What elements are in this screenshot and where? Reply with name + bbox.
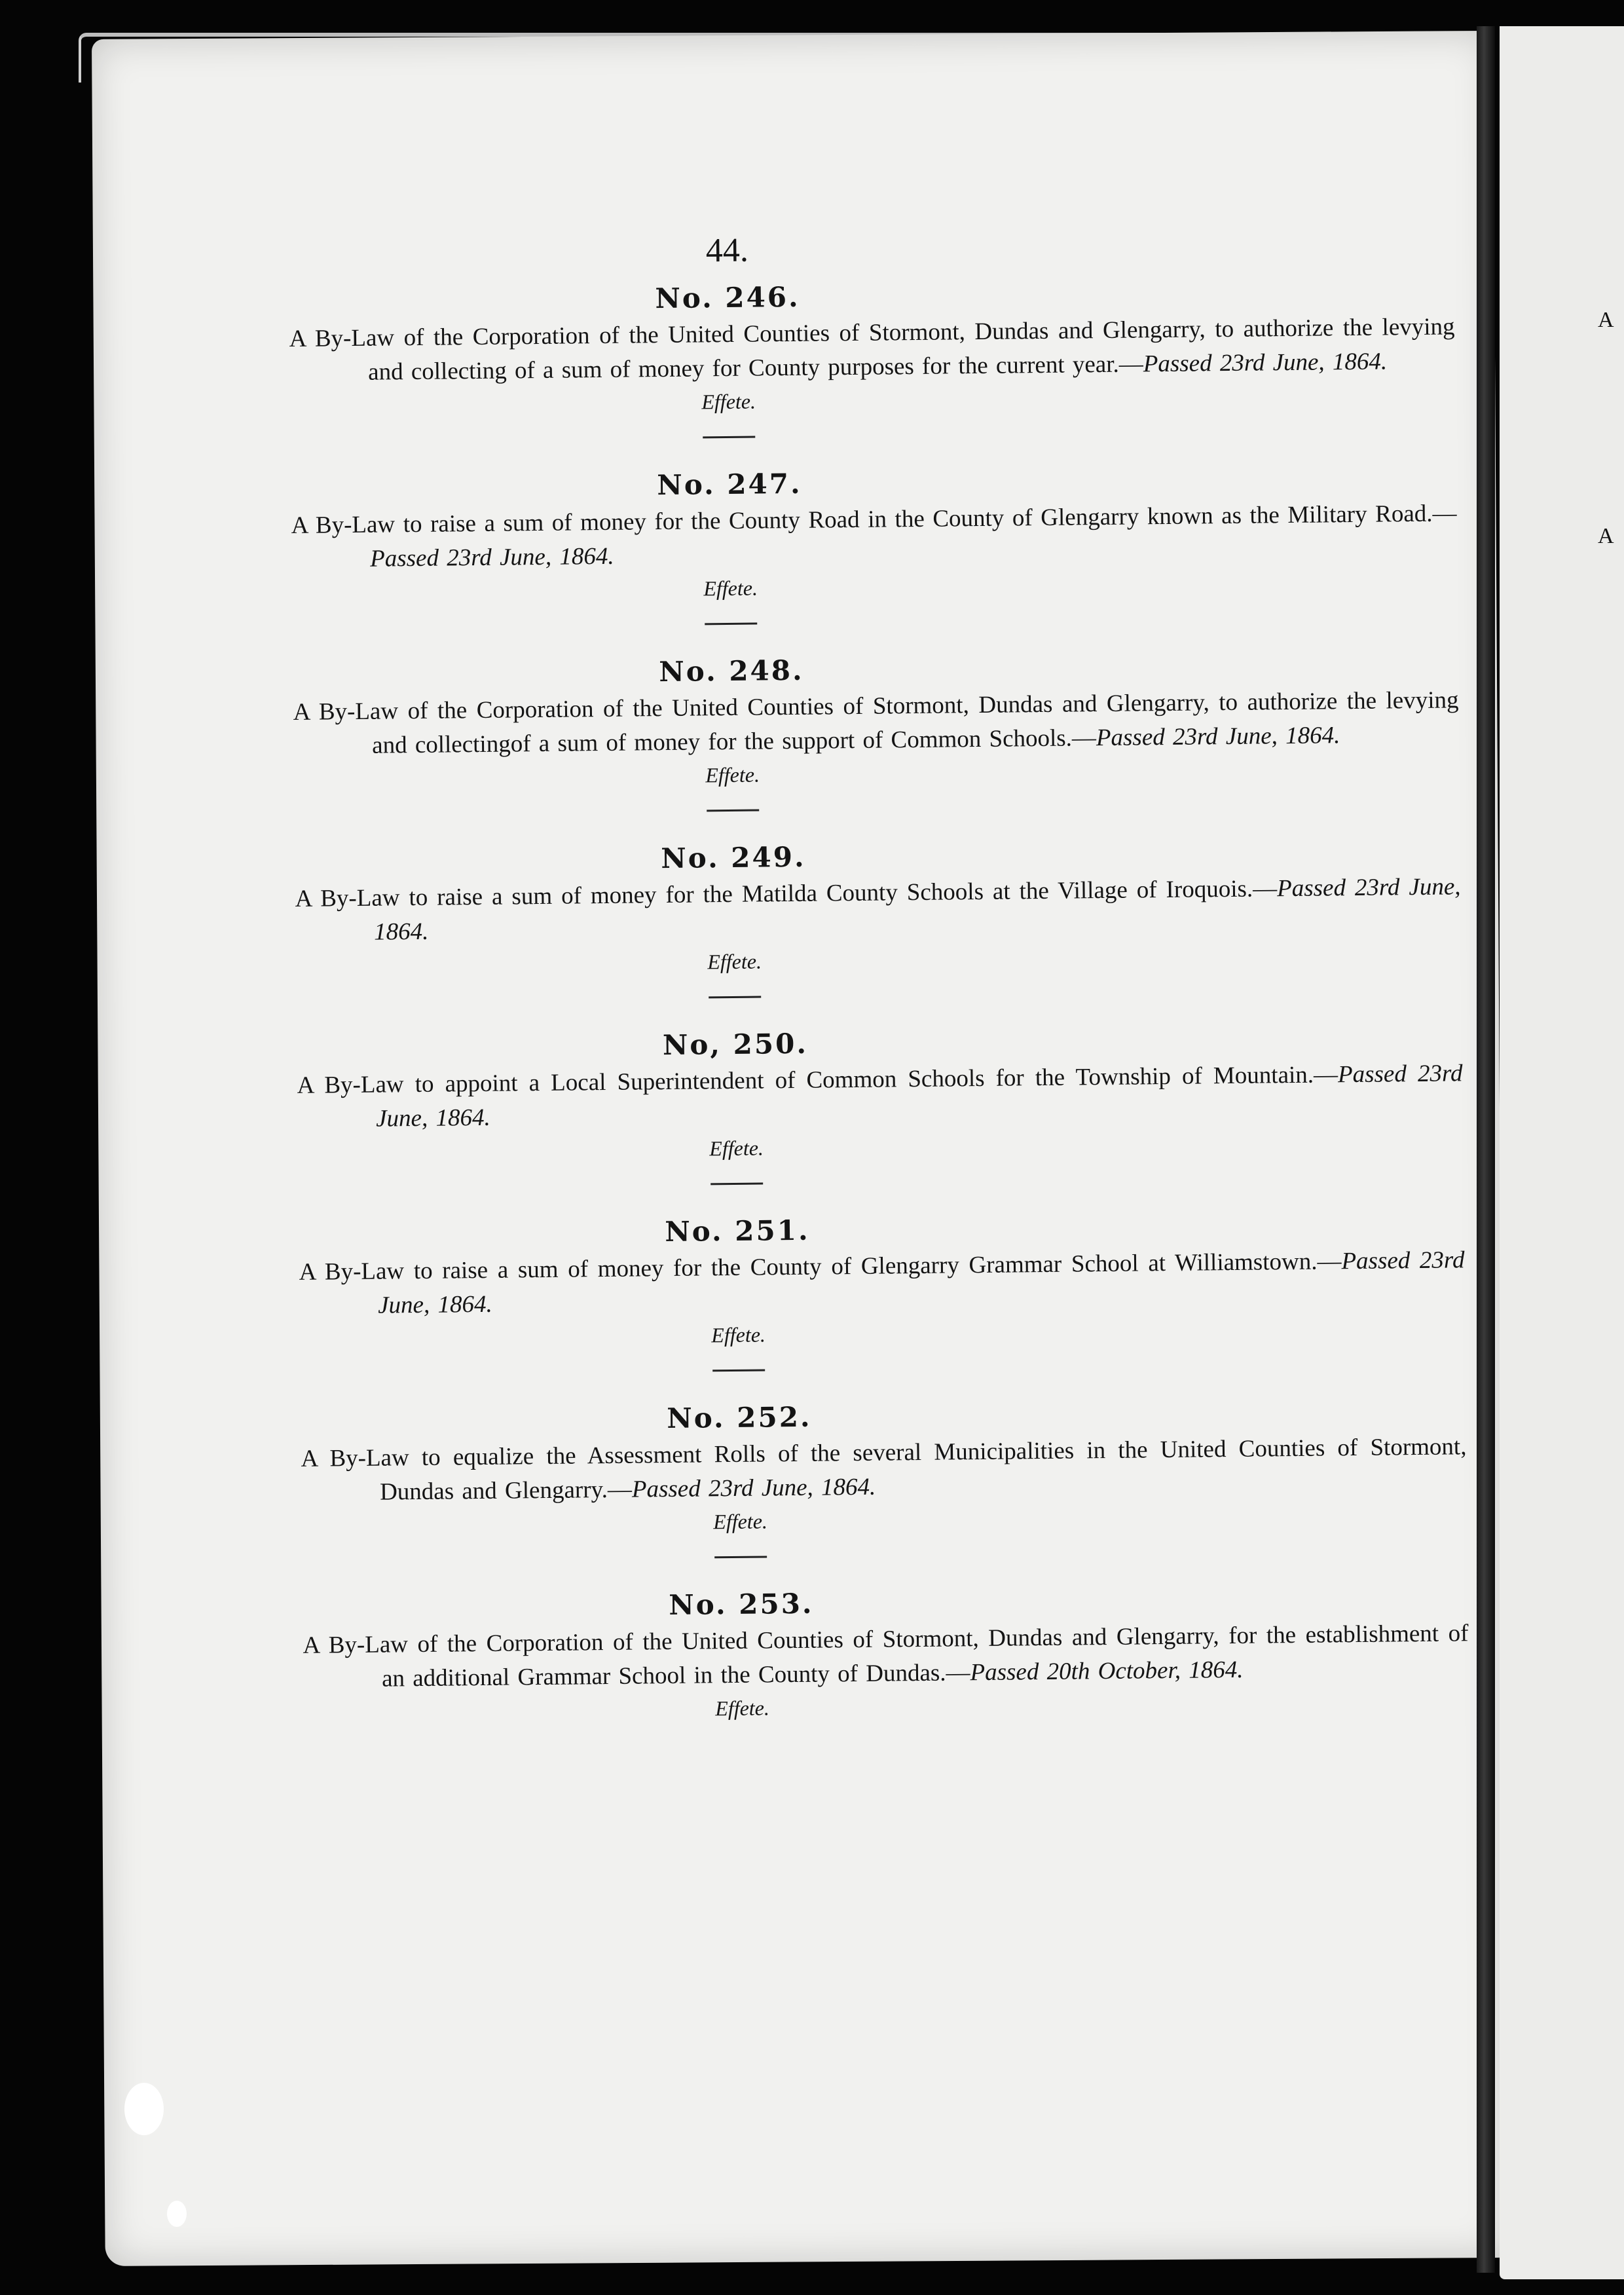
bylaw-description xyxy=(289,310,1455,390)
bylaw-passed-date: Passed 23rd June, 1864. xyxy=(631,1473,876,1503)
bylaw-number: No. 251. xyxy=(665,1214,810,1248)
bylaw-number: No. 253. xyxy=(669,1587,814,1622)
bylaw-status: Effete. xyxy=(707,949,762,974)
bylaw-status: Effete. xyxy=(701,389,756,414)
bylaw-status: Effete. xyxy=(703,576,758,601)
facing-page-edge xyxy=(1500,26,1624,2279)
bylaw-passed-date: Passed 23rd June, 1864. xyxy=(369,542,614,572)
bylaw-description xyxy=(297,1056,1463,1137)
bylaw-description xyxy=(303,1616,1469,1697)
bylaw-text: A By-Law to raise a sum of money for the Matilda County Schools at the Village of Iroquois.— xyxy=(295,875,1278,912)
section-divider xyxy=(707,810,759,812)
bylaw-number: No, 250. xyxy=(662,1027,809,1062)
bylaw-text: A By-Law to raise a sum of money for the County Road in the County of Glengarry known as the Military Road.— xyxy=(291,500,1457,539)
bylaw-entry xyxy=(301,1394,1481,1539)
bylaw-text: A By-Law of the Corporation of the United Counties of Stormont, Dundas and Glengarry, to authorize the levying and collecting of a sum of money for County purposes for the current year.— xyxy=(289,313,1455,386)
bylaw-passed-date: Passed 23rd June, 1864. xyxy=(1143,348,1388,378)
page-number: 44. xyxy=(705,231,749,270)
bylaw-number: No. 248. xyxy=(659,654,804,688)
bylaw-entry xyxy=(293,647,1473,792)
bylaw-text: A By-Law of the Corporation of the United Counties of Stormont, Dundas and Glengarry, for the establishment of an additional Grammar School in the County of Dundas.— xyxy=(303,1620,1469,1692)
bylaw-entry xyxy=(289,274,1469,419)
bylaw-passed-date: Passed 23rd June, 1864. xyxy=(377,1246,1465,1319)
bylaw-number: No. 252. xyxy=(667,1400,812,1435)
bylaw-text: A By-Law to raise a sum of money for the County of Glengarry Grammar School at Williamstown.— xyxy=(299,1248,1342,1286)
bylaw-entry xyxy=(299,1207,1479,1352)
section-divider xyxy=(705,623,757,625)
bylaw-status: Effete. xyxy=(705,762,760,787)
bylaw-number: No. 247. xyxy=(657,467,802,502)
bylaw-status: Effete. xyxy=(711,1322,766,1347)
section-divider xyxy=(709,996,761,999)
document-body xyxy=(288,223,1483,1737)
bylaw-entry xyxy=(291,460,1471,605)
bylaw-description xyxy=(291,496,1457,577)
bylaw-passed-date: Passed 23rd June, 1864. xyxy=(375,1060,1463,1132)
facing-page-fragment: A xyxy=(1598,308,1614,332)
bylaw-text: A By-Law to appoint a Local Superintendent of Common Schools for the Township of Mountain.— xyxy=(297,1061,1338,1099)
bylaw-status: Effete. xyxy=(715,1696,770,1721)
bylaw-passed-date: Passed 23rd June, 1864. xyxy=(1096,722,1340,752)
bylaw-description xyxy=(293,683,1459,764)
section-divider xyxy=(712,1369,765,1371)
bylaw-entry xyxy=(297,1020,1477,1165)
section-divider xyxy=(710,1182,763,1185)
facing-page-fragment: A xyxy=(1598,524,1614,548)
bylaw-description xyxy=(299,1243,1465,1324)
bylaw-text: A By-Law to equalize the Assessment Rolls of the several Municipalities in the United Counties of Stormont, Dundas and Glengarry.— xyxy=(301,1433,1467,1506)
bylaw-text: A By-Law of the Corporation of the United Counties of Stormont, Dundas and Glengarry, to authorize the levying and collectingof a sum of money for the support of Common Schools.— xyxy=(293,686,1459,759)
section-divider xyxy=(703,436,755,439)
paper-damage-spot xyxy=(124,2083,164,2135)
paper-damage-spot xyxy=(167,2201,187,2227)
bylaw-number: No. 246. xyxy=(655,280,800,315)
bylaw-status: Effete. xyxy=(713,1509,768,1534)
bylaw-entry xyxy=(295,834,1475,979)
bylaw-description xyxy=(301,1430,1467,1510)
book-spine xyxy=(1477,26,1495,2273)
bylaw-passed-date: Passed 23rd June, 1864. xyxy=(373,873,1461,946)
bylaw-entry xyxy=(303,1580,1483,1725)
bylaw-status: Effete. xyxy=(709,1136,764,1161)
bylaw-description xyxy=(295,870,1461,950)
section-divider xyxy=(714,1556,767,1558)
bylaw-number: No. 249. xyxy=(661,840,806,875)
bylaw-passed-date: Passed 20th October, 1864. xyxy=(970,1656,1244,1687)
